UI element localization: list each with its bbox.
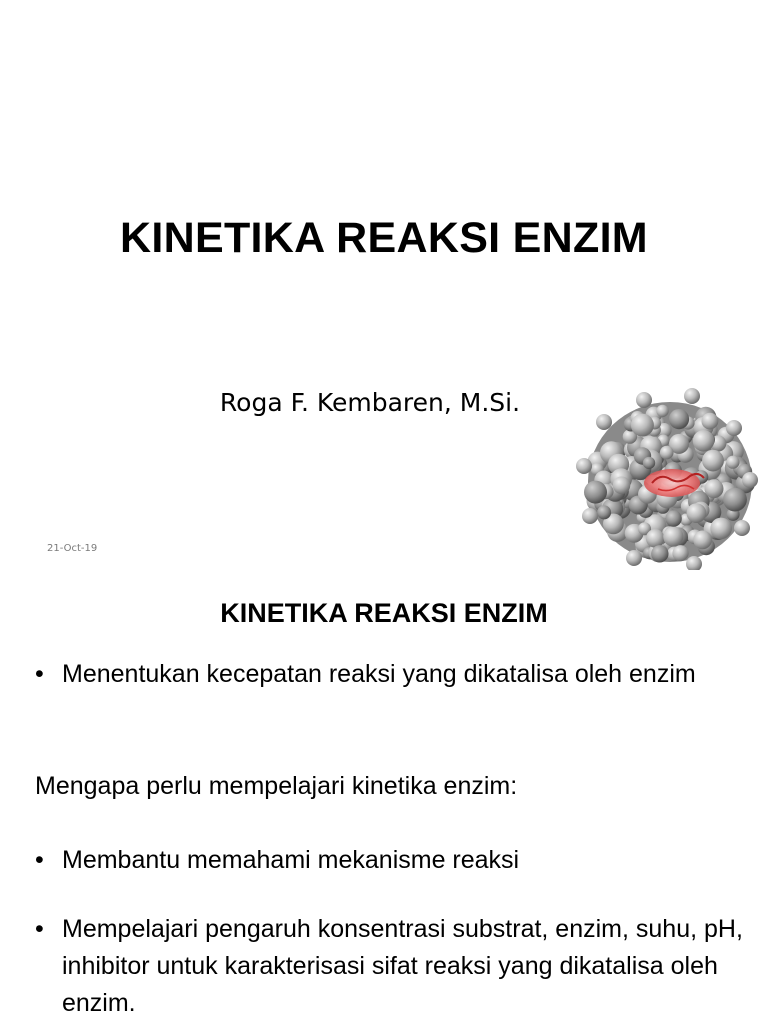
- slide-date: 21-Oct-19: [47, 543, 98, 554]
- bullet-text: Membantu memahami mekanisme reaksi: [62, 846, 520, 874]
- bullet-text: Menentukan kecepatan reaksi yang dikatalisa oleh enzim: [62, 660, 696, 688]
- bullet-text: Mempelajari pengaruh konsentrasi substrat, enzim, suhu, pH, inhibitor untuk karakterisasi sifat reaksi yang dikatalisa oleh enzim.: [62, 915, 743, 1017]
- slide-title: KINETIKA REAKSI ENZIM: [120, 214, 648, 262]
- bullet-marker: •: [35, 660, 44, 688]
- paragraph: Mengapa perlu mempelajari kinetika enzim:: [35, 772, 518, 800]
- enzyme-molecule-icon: [574, 388, 764, 570]
- author-name: Roga F. Kembaren, M.Si.: [219, 388, 521, 417]
- content-slide: [0, 576, 768, 1024]
- bullet-item: [35, 656, 750, 693]
- bullet-item: [35, 842, 750, 879]
- slide-title: KINETIKA REAKSI ENZIM: [220, 598, 548, 628]
- bullet-marker: •: [35, 915, 44, 943]
- bullet-item: [35, 911, 750, 1022]
- bullet-marker: •: [35, 846, 44, 874]
